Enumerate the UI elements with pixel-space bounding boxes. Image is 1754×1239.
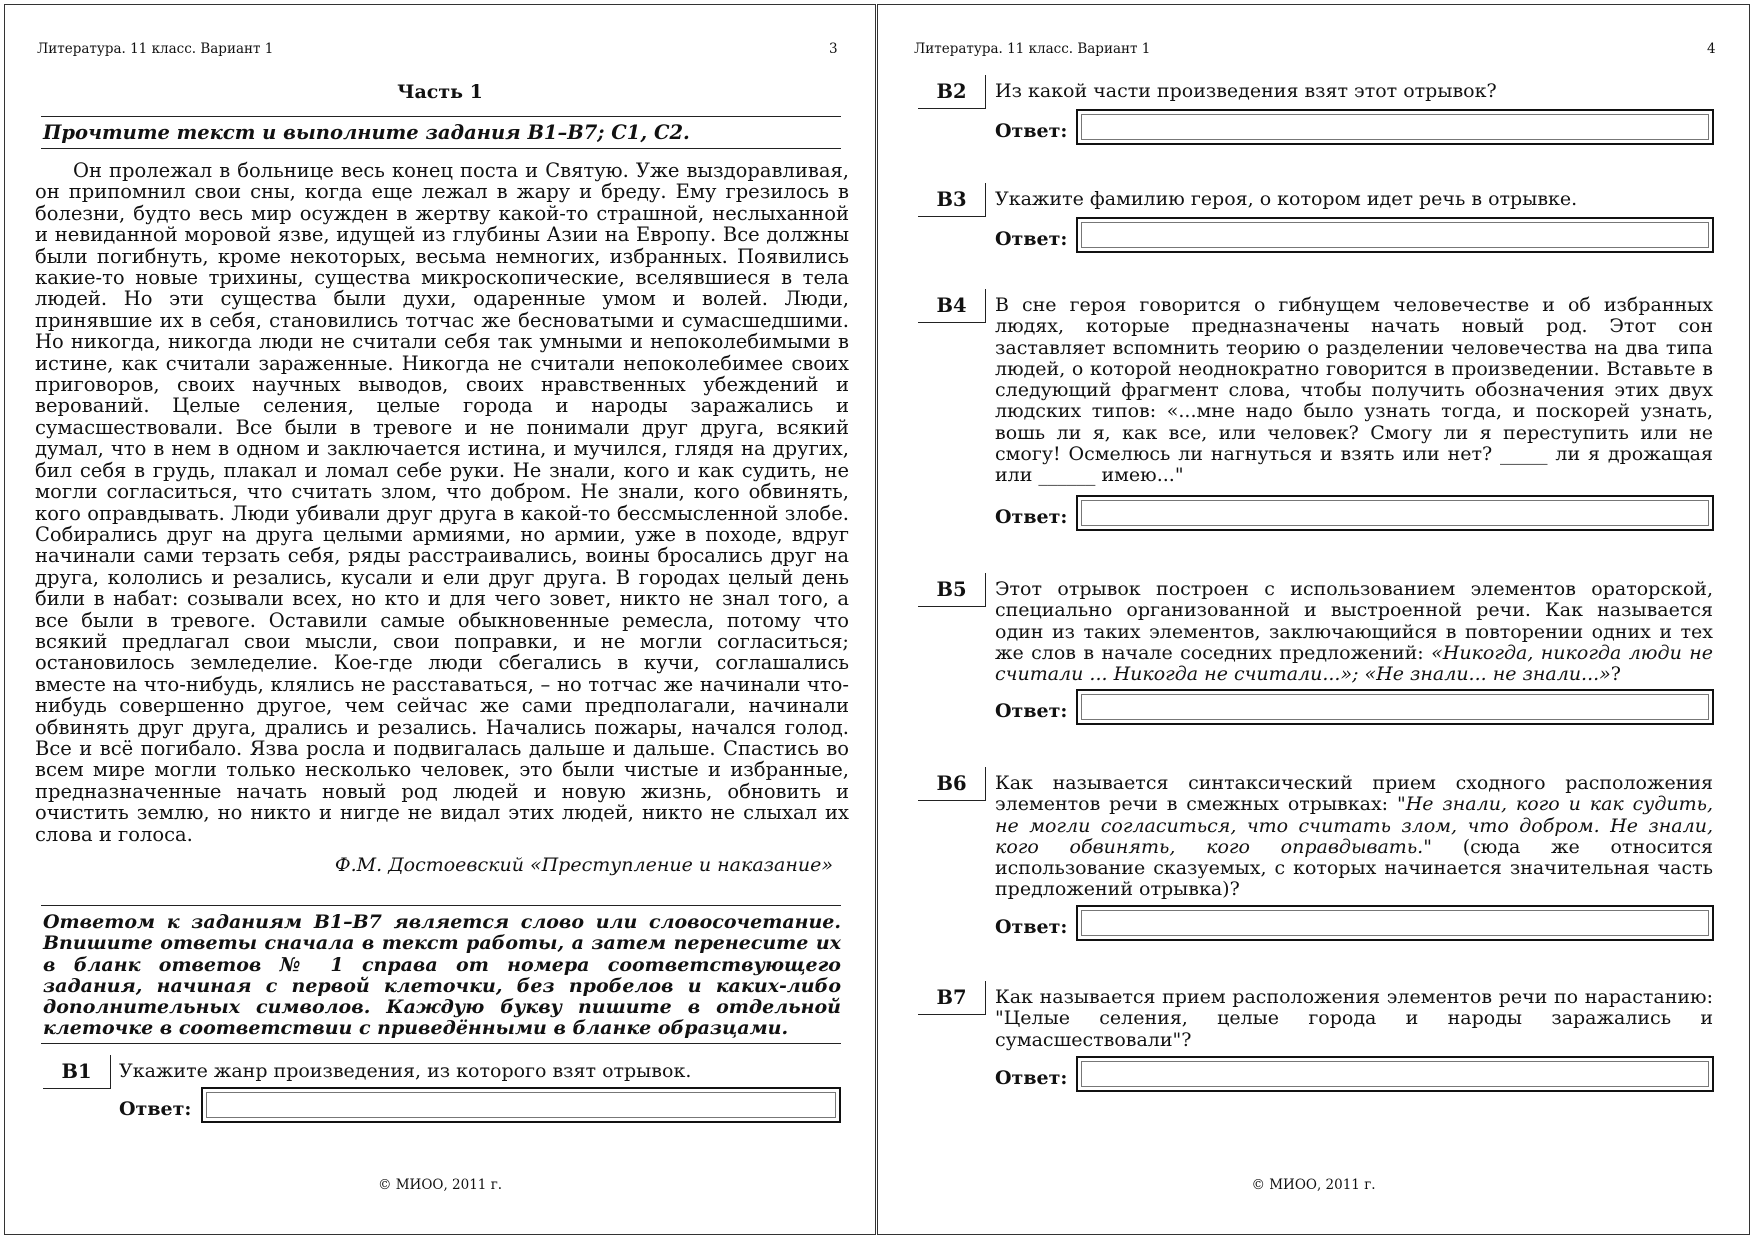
question-label-b6: В6 — [918, 767, 986, 801]
question-label-b4: В4 — [918, 289, 986, 323]
page-footer: © МИОО, 2011 г. — [377, 1177, 503, 1193]
answer-label: Ответ: — [995, 228, 1068, 250]
right-page — [877, 4, 1750, 1235]
question-text-b5 — [995, 579, 1713, 685]
question-text-b5-main: Этот отрывок построен с использованием элементов ораторской, специально организованной и выстроенной речи. Как называется один из таких элементов, заключающийся в повторении одних и тех же слов в начале соседних предложений: — [995, 578, 1713, 664]
answer-field-b7[interactable] — [1076, 1056, 1714, 1092]
question-end-b6: (сюда же относится использование сказуемых, с которых начинается значительная часть предложений отрывка)? — [995, 835, 1713, 901]
literary-excerpt: Он пролежал в больнице весь конец поста и Святую. Уже выздоравливая, он припомнил свои сны, когда еще лежал в жару и бреду. Ему грезилось в болезни, будто весь мир осужден в жертву какой-то страшной, неслыханной и невиданной моровой язве, идущей из глубины Азии на Европу. Все должны были погибнуть, кроме некоторых, весьма немногих, избранных. Появились какие-то новые трихины, существа микроскопические, вселявшиеся в тела людей. Но эти существа были духи, одаренные умом и волей. Люди, принявшие их в себя, становились тотчас же бесноватыми и сумасшедшими. Но никогда, никогда люди не считали себя так умными и непоколебимыми в истине, как считали зараженные. Никогда не считали непоколебимее своих приговоров, своих научных выводов, своих нравственных убеждений и верований. Целые селения, целые города и народы заражались и сумасшествовали. Все были в тревоге и не понимали друг друга, всякий думал, что в нем в одном и заключается истина, и мучился, глядя на других, бил себя в грудь, плакал и ломал себе руки. Не знали, кого и как судить, не могли согласиться, что считать злом, что добром. Не знали, кого обвинять, кого оправдывать. Люди убивали друг друга в какой-то бессмысленной злобе. Собирались друг на друга целыми армиями, но армии, уже в походе, вдруг начинали сами терзать себя, ряды расстраивались, воины бросались друг на друга, кололись и резались, кусали и ели друг друга. В городах целый день били в набат: созывали всех, но кто и для чего зовет, никто не знал того, а все были в тревоге. Оставили самые обыкновенные ремесла, потому что всякий предлагал свои мысли, свои поправки, и не могли согласиться; остановилось земледелие. Кое-где люди сбегались в кучи, соглашались вместе на что-нибудь, клялись не расставаться, – но тотчас же начинали что-нибудь совершенно другое, чем сейчас же сами предполагали, начинали обвинять друг друга, дрались и резались. Начались пожары, начался голод. Все и всё погибало. Язва росла и подвигалась дальше и дальше. Спастись во всем мире могли только несколько человек, это были чистые и избранные, предназначенные начать новый род людей и новую жизнь, обновить и очистить землю, но никто и нигде не видал этих людей, никто не слыхал их слова и голоса. — [35, 159, 849, 846]
answer-label: Ответ: — [995, 506, 1068, 528]
question-text-b1: Укажите жанр произведения, из которого взят отрывок. — [119, 1060, 692, 1082]
divider — [41, 116, 841, 117]
page-header: Литература. 11 класс. Вариант 1 — [37, 41, 274, 57]
question-label-b2: В2 — [918, 75, 986, 109]
part-title: Часть 1 — [397, 81, 483, 103]
question-text-b7: Как называется прием расположения элементов речи по нарастанию: "Целые селения, целые города и народы заражались и сумасшествовали"? — [995, 986, 1713, 1051]
question-text-b6 — [995, 773, 1713, 901]
divider — [41, 1043, 841, 1044]
question-text-b2: Из какой части произведения взят этот отрывок? — [995, 80, 1497, 102]
page-number: 3 — [829, 41, 838, 57]
answer-label: Ответ: — [995, 1067, 1068, 1089]
answer-instruction: Ответом к заданиям В1–В7 является слово или словосочетание. Впишите ответы сначала в текст работы, а затем перенесите их в бланк ответов № 1 справа от номера соответствующего задания, начиная с первой клеточки, без пробелов и каких-либо дополнительных символов. Каждую букву пишите в отдельной клеточке в соответствии с приведёнными в бланке образцами. — [43, 911, 841, 1040]
question-quote-b6: "Не знали, кого и как судить, не могли согласиться, что считать злом, что добром. Не знали, кого обвинять, кого оправдывать." — [995, 793, 1713, 858]
answer-field-b2[interactable] — [1076, 109, 1714, 145]
answer-field-b4[interactable] — [1076, 495, 1714, 531]
reading-instruction: Прочтите текст и выполните задания B1–B7; C1, C2. — [43, 121, 690, 144]
answer-field-b1[interactable] — [201, 1087, 841, 1123]
question-text-b3: Укажите фамилию героя, о котором идет речь в отрывке. — [995, 188, 1578, 210]
question-label-b3: В3 — [918, 183, 986, 217]
page-header: Литература. 11 класс. Вариант 1 — [914, 41, 1151, 57]
page-footer: © МИОО, 2011 г. — [1251, 1177, 1376, 1193]
answer-field-b3[interactable] — [1076, 217, 1714, 253]
question-label-b1: В1 — [43, 1055, 111, 1089]
excerpt-source: Ф.М. Достоевский «Преступление и наказание» — [334, 854, 833, 876]
divider — [41, 148, 841, 149]
question-label-b7: В7 — [918, 981, 986, 1015]
question-label-b5: В5 — [918, 573, 986, 607]
answer-label: Ответ: — [995, 916, 1068, 938]
page-number: 4 — [1707, 41, 1716, 57]
question-end-b5: ? — [1610, 663, 1621, 686]
question-text-b6-main: Как называется синтаксический прием сходного расположения элементов речи в смежных отрывках: — [995, 772, 1713, 816]
question-text-b4: В сне героя говорится о гибнущем человечестве и об избранных людях, которые предназначены начать новый род. Этот сон заставляет вспомнить теорию о разделении человечества на два типа людей, о которой неоднократно говорится в произведении. Вставьте в следующий фрагмент слова, чтобы получить обозначения этих двух людских типов: «...мне надо было узнать тогда, и поскорей узнать, вошь ли я, как все, или человек? Смогу ли я переступить или не смогу! Осмелюсь ли нагнуться и взять или нет? _____ ли я дрожащая или ______ имею..." — [995, 294, 1713, 487]
left-page — [4, 4, 876, 1235]
answer-field-b5[interactable] — [1076, 689, 1714, 725]
divider — [41, 905, 841, 906]
answer-label: Ответ: — [119, 1098, 192, 1120]
answer-label: Ответ: — [995, 120, 1068, 142]
question-quote-b5: «Никогда, никогда люди не считали ... Никогда не считали...»; «Не знали... не знали...» — [995, 641, 1713, 686]
answer-label: Ответ: — [995, 700, 1068, 722]
answer-field-b6[interactable] — [1076, 905, 1714, 941]
